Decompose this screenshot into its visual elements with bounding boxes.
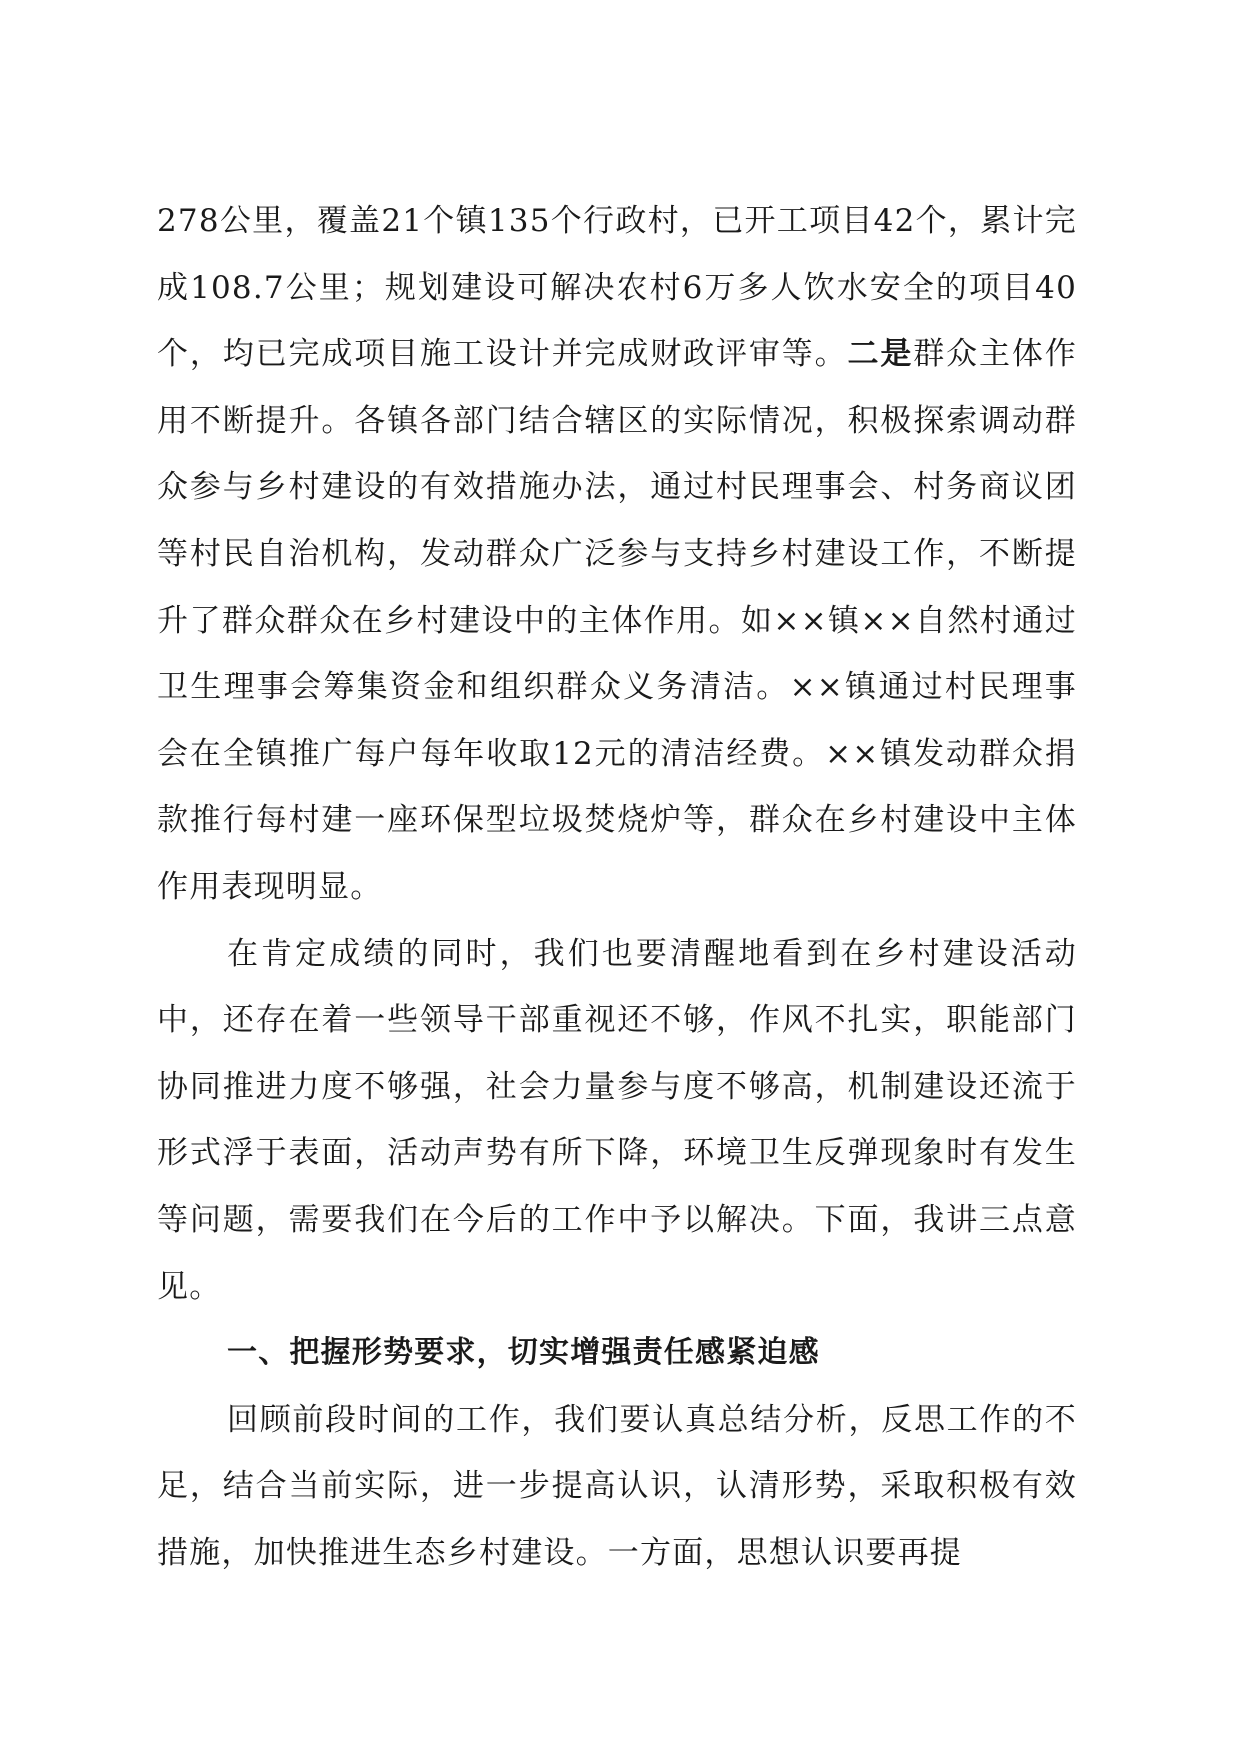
paragraph: 回顾前段时间的工作，我们要认真总结分析，反思工作的不足，结合当前实际，进一步提高认识，认清形势，采取积极有效措施，加快推进生态乡村建设。一方面，思想认识要再提 bbox=[157, 1401, 1077, 1571]
section-heading: 一、把握形势要求，切实增强责任感紧迫感 bbox=[227, 1335, 820, 1371]
bold-lead-phrase: 二是 bbox=[847, 336, 914, 373]
paragraph-text: 群众主体作用不断提升。各镇各部门结合辖区的实际情况，积极探索调动群众参与乡村建设的有效措施办法，通过村民理事会、村务商议团等村民自治机构，发动群众广泛参与支持乡村建设工作，不断提升了群众群众在乡村建设中的主体作用。如××镇××自然村通过卫生理事会筹集资金和组织群众义务清洁。××镇通过村民理事会在全镇推广每户每年收取12元的清洁经费。××镇发动群众捐款推行每村建一座环保型垃圾焚烧炉等，群众在乡村建设中主体作用表现明显。 bbox=[157, 336, 1078, 905]
document-page bbox=[157, 188, 1077, 1586]
paragraph-text: 278公里，覆盖21个镇135个行政村，已开工项目42个，累计完成108.7公里；规划建设可解决农村6万多人饮水安全的项目40个，均已完成项目施工设计并完成财政评审等。 bbox=[157, 203, 1077, 373]
paragraph-continuation bbox=[157, 188, 1077, 921]
paragraph: 在肯定成绩的同时，我们也要清醒地看到在乡村建设活动中，还存在着一些领导干部重视还不够，作风不扎实，职能部门协同推进力度不够强，社会力量参与度不够高，机制建设还流于形式浮于表面，活动声势有所下降，环境卫生反弹现象时有发生等问题，需要我们在今后的工作中予以解决。下面，我讲三点意见。 bbox=[157, 935, 1077, 1305]
